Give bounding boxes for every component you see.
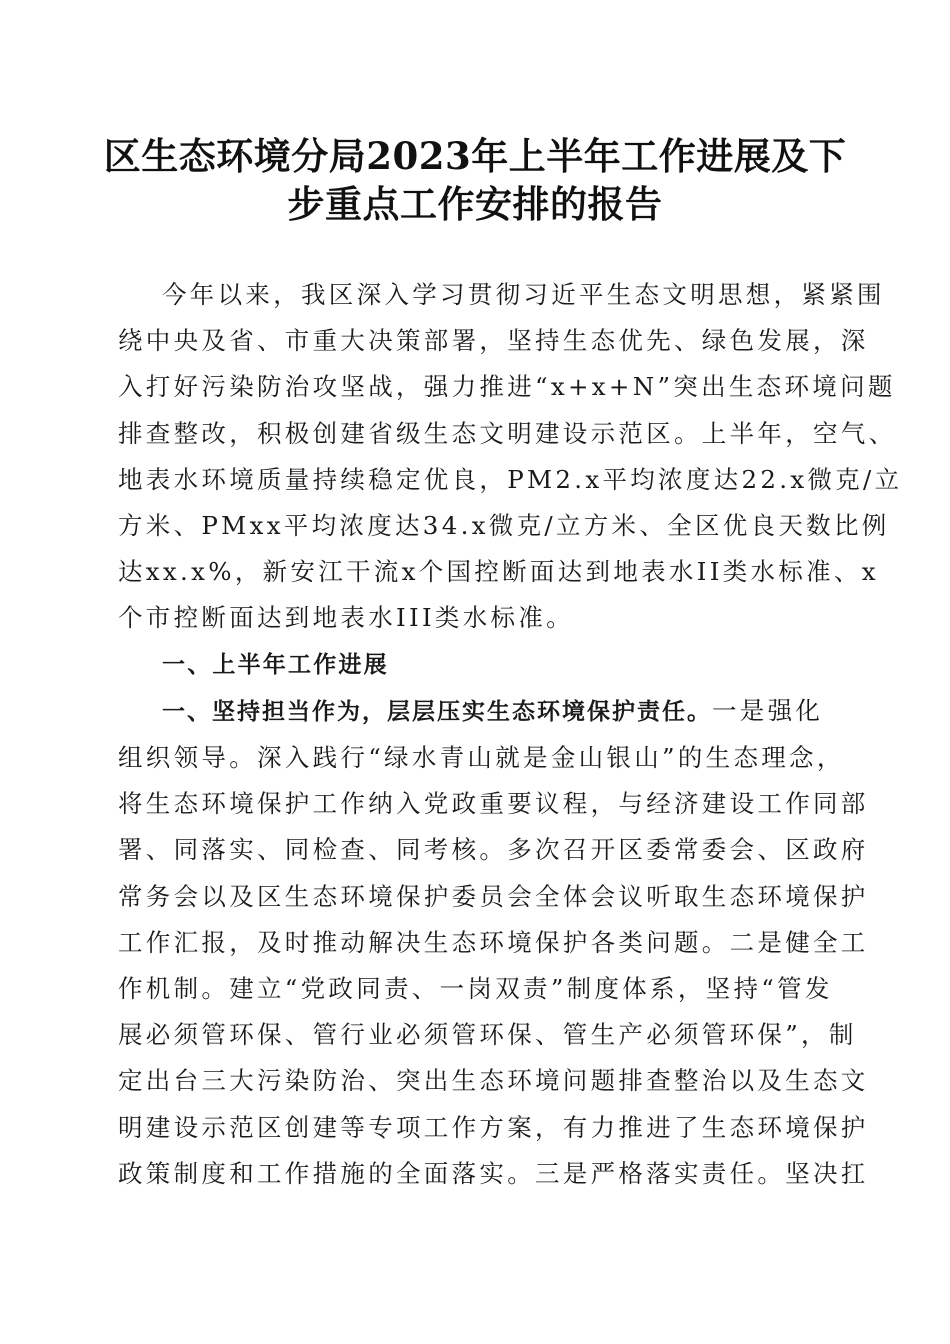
paragraph-line: 个市控断面达到地表水III类水标准。 [118, 603, 574, 633]
title-line-2: 步重点工作安排的报告 [287, 182, 663, 226]
paragraph-line: 定出台三大污染防治、突出生态环境问题排查整治以及生态文 [118, 1066, 869, 1096]
document-title [100, 132, 850, 228]
paragraph-line: 组织领导。深入践行“绿水青山就是金山银山”的生态理念， [118, 743, 845, 773]
intro-paragraph [118, 272, 903, 642]
paragraph-line: 入打好污染防治攻坚战，强力推进“x+x+N”突出生态环境问题 [118, 372, 896, 402]
paragraph-line: 排查整改，积极创建省级生态文明建设示范区。上半年，空气、 [118, 418, 897, 448]
subsection-first-line-rest: 一是强化 [712, 695, 824, 725]
paragraph-line: 明建设示范区创建等专项工作方案，有力推进了生态环境保护 [118, 1112, 869, 1142]
paragraph-line [118, 688, 828, 735]
paragraph-line: 达xx.x%，新安江干流x个国控断面达到地表水II类水标准、x [118, 557, 879, 587]
paragraph-line: 署、同落实、同检查、同考核。多次召开区委常委会、区政府 [118, 835, 869, 865]
paragraph-line: 展必须管环保、管行业必须管环保、管生产必须管环保”，制 [118, 1020, 857, 1050]
document-body [118, 272, 903, 1197]
paragraph-line: 常务会以及区生态环境保护委员会全体会议听取生态环境保护 [118, 881, 869, 911]
paragraph-line: 政策制度和工作措施的全面落实。三是严格落实责任。坚决扛 [118, 1158, 869, 1188]
paragraph-line: 地表水环境质量持续稳定优良，PM2.x平均浓度达22.x微克/立 [118, 464, 903, 494]
paragraph-line: 今年以来，我区深入学习贯彻习近平生态文明思想，紧紧围 [162, 280, 885, 309]
paragraph-line: 作机制。建立“党政同责、一岗双责”制度体系，坚持“管发 [118, 974, 833, 1004]
paragraph-line: 工作汇报，及时推动解决生态环境保护各类问题。二是健全工 [118, 927, 869, 957]
paragraph-line: 方米、PMxx平均浓度达34.x微克/立方米、全区优良天数比例 [118, 511, 890, 541]
section-heading: 一、上半年工作进展 [162, 651, 389, 678]
title-line-1: 区生态环境分局2023年上半年工作进展及下 [103, 134, 847, 178]
subsection-paragraph [118, 688, 869, 1197]
subsection-lead: 一、坚持担当作为，层层压实生态环境保护责任。 [162, 698, 712, 725]
paragraph-line: 将生态环境保护工作纳入党政重要议程，与经济建设工作同部 [118, 789, 869, 819]
paragraph-line: 绕中央及省、市重大决策部署，坚持生态优先、绿色发展，深 [118, 326, 869, 356]
